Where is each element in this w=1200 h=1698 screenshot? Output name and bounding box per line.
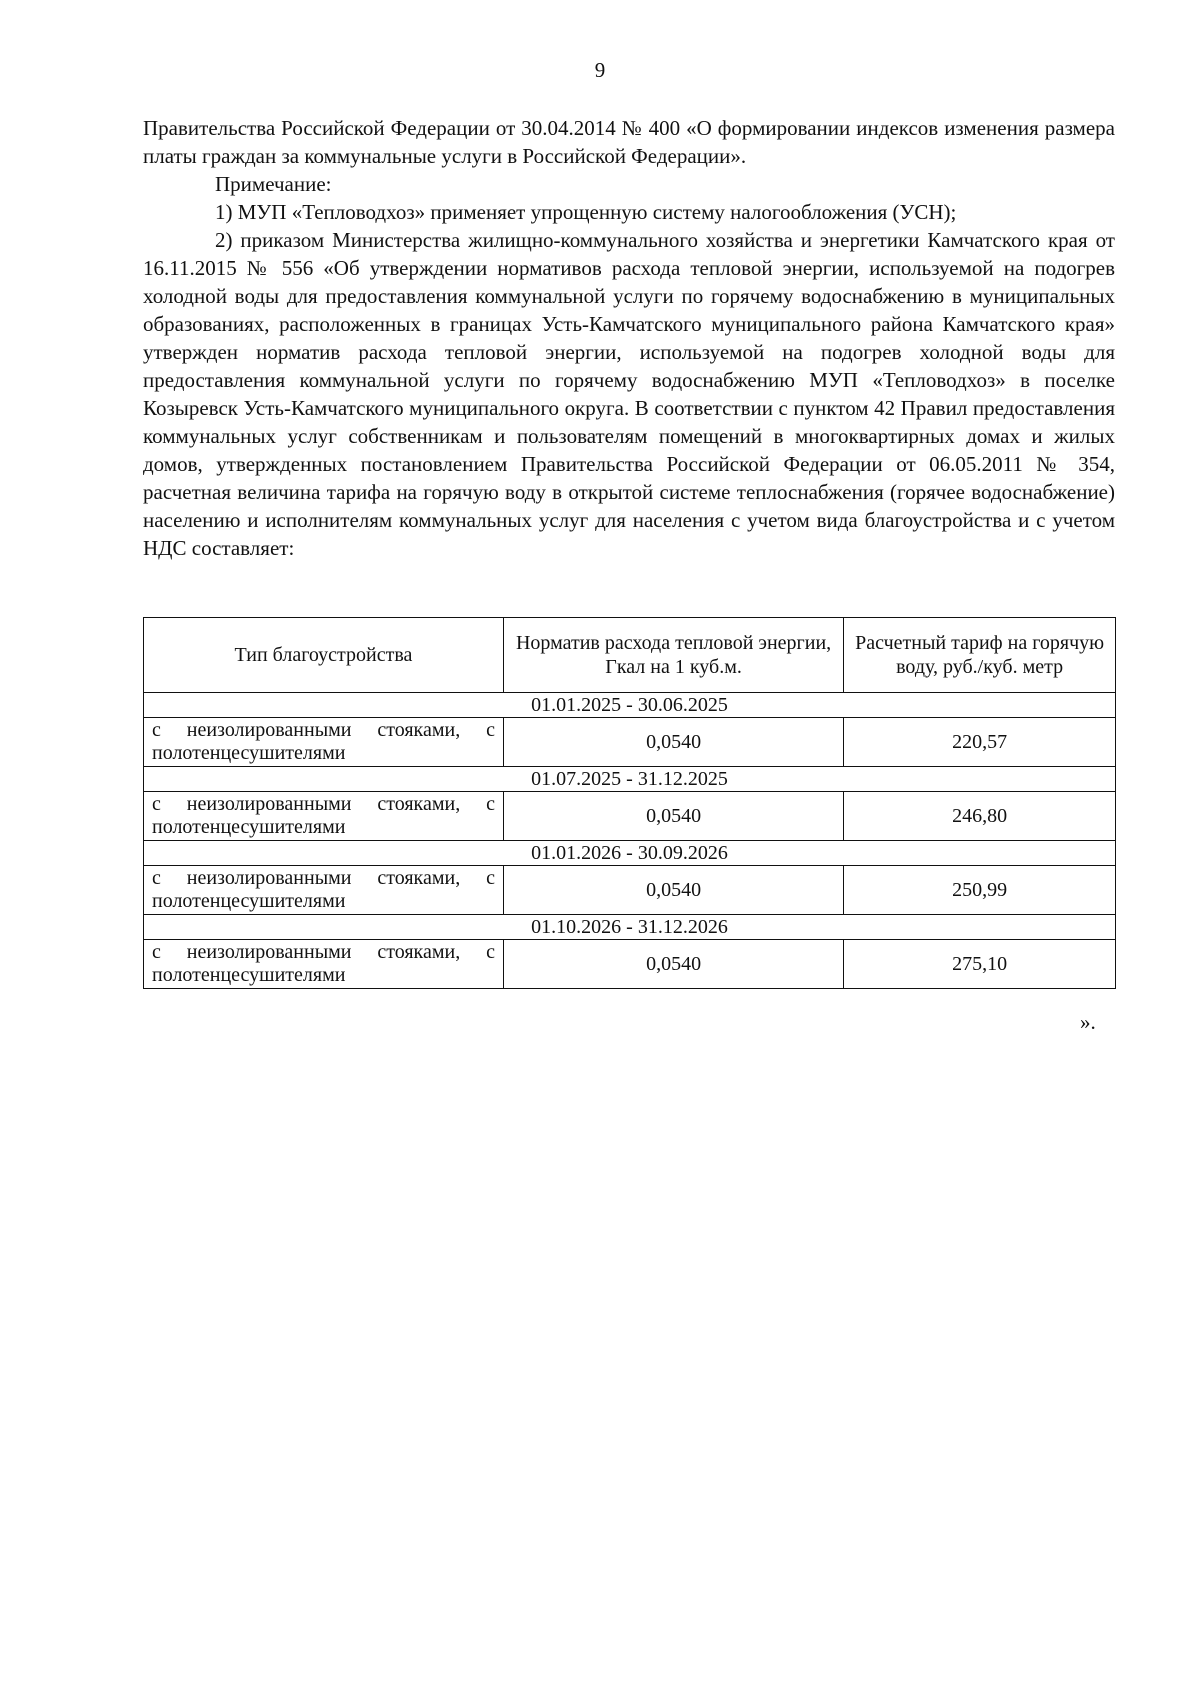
page-number: 9	[594, 58, 606, 82]
period-row	[144, 693, 1116, 718]
table-row	[144, 866, 1116, 915]
improvement-type-cell: с неизолированными стояками, с полотенцесушителями	[144, 718, 504, 767]
period-label: 01.10.2026 - 31.12.2026	[144, 915, 1116, 940]
tariff-cell: 250,99	[844, 866, 1116, 915]
norm-cell: 0,0540	[503, 718, 843, 767]
period-label: 01.07.2025 - 31.12.2025	[144, 767, 1116, 792]
paragraph-note-1: 1) МУП «Тепловодхоз» применяет упрощенную систему налогообложения (УСН);	[215, 200, 957, 224]
improvement-type-cell: с неизолированными стояками, с полотенцесушителями	[144, 866, 504, 915]
norm-cell: 0,0540	[503, 940, 843, 989]
norm-cell: 0,0540	[503, 792, 843, 841]
improvement-type-cell: с неизолированными стояками, с полотенцесушителями	[144, 940, 504, 989]
tariff-cell: 246,80	[844, 792, 1116, 841]
paragraph-note-2: 2) приказом Министерства жилищно-коммунального хозяйства и энергетики Камчатского края от 16.11.2015 № 556 «Об утверждении нормативов расхода тепловой энергии, используемой на подогрев холодной воды для предоставления коммунальной услуги по горячему водоснабжению в муниципальных образованиях, расположенных в границах Усть-Камчатского муниципального района Камчатского края» утвержден норматив расхода тепловой энергии, используемой на подогрев холодной воды для предоставления коммунальной услуги по горячему водоснабжению МУП «Тепловодхоз» в поселке Козыревск Усть-Камчатского муниципального округа. В соответствии с пунктом 42 Правил предоставления коммунальных услуг собственникам и пользователям помещений в многоквартирных домах и жилых домов, утвержденных постановлением Правительства Российской Федерации от 06.05.2011 № 354, расчетная величина тарифа на горячую воду в открытой системе теплоснабжения (горячее водоснабжение) населению и исполнителям коммунальных услуг для населения с учетом вида благоустройства и с учетом НДС составляет:	[143, 228, 1115, 560]
tariff-cell: 220,57	[844, 718, 1116, 767]
table-row	[144, 718, 1116, 767]
header-consumption-norm: Норматив расхода тепловой энергии, Гкал на 1 куб.м.	[503, 618, 843, 693]
norm-cell: 0,0540	[503, 866, 843, 915]
document-body	[143, 114, 1115, 562]
period-row	[144, 915, 1116, 940]
header-calculated-tariff: Расчетный тариф на горячую воду, руб./куб. метр	[844, 618, 1116, 693]
period-row	[144, 767, 1116, 792]
period-label: 01.01.2026 - 30.09.2026	[144, 841, 1116, 866]
table-row	[144, 940, 1116, 989]
improvement-type-cell: с неизолированными стояками, с полотенцесушителями	[144, 792, 504, 841]
closing-quote: ».	[1080, 1010, 1096, 1034]
table-row	[144, 792, 1116, 841]
table-header-row	[144, 618, 1116, 693]
header-improvement-type: Тип благоустройства	[144, 618, 504, 693]
tariff-table	[143, 617, 1116, 989]
paragraph-note-heading: Примечание:	[215, 172, 332, 196]
period-label: 01.01.2025 - 30.06.2025	[144, 693, 1116, 718]
tariff-cell: 275,10	[844, 940, 1116, 989]
period-row	[144, 841, 1116, 866]
paragraph-intro: Правительства Российской Федерации от 30.04.2014 № 400 «О формировании индексов изменения размера платы граждан за коммунальные услуги в Российской Федерации».	[143, 116, 1115, 168]
